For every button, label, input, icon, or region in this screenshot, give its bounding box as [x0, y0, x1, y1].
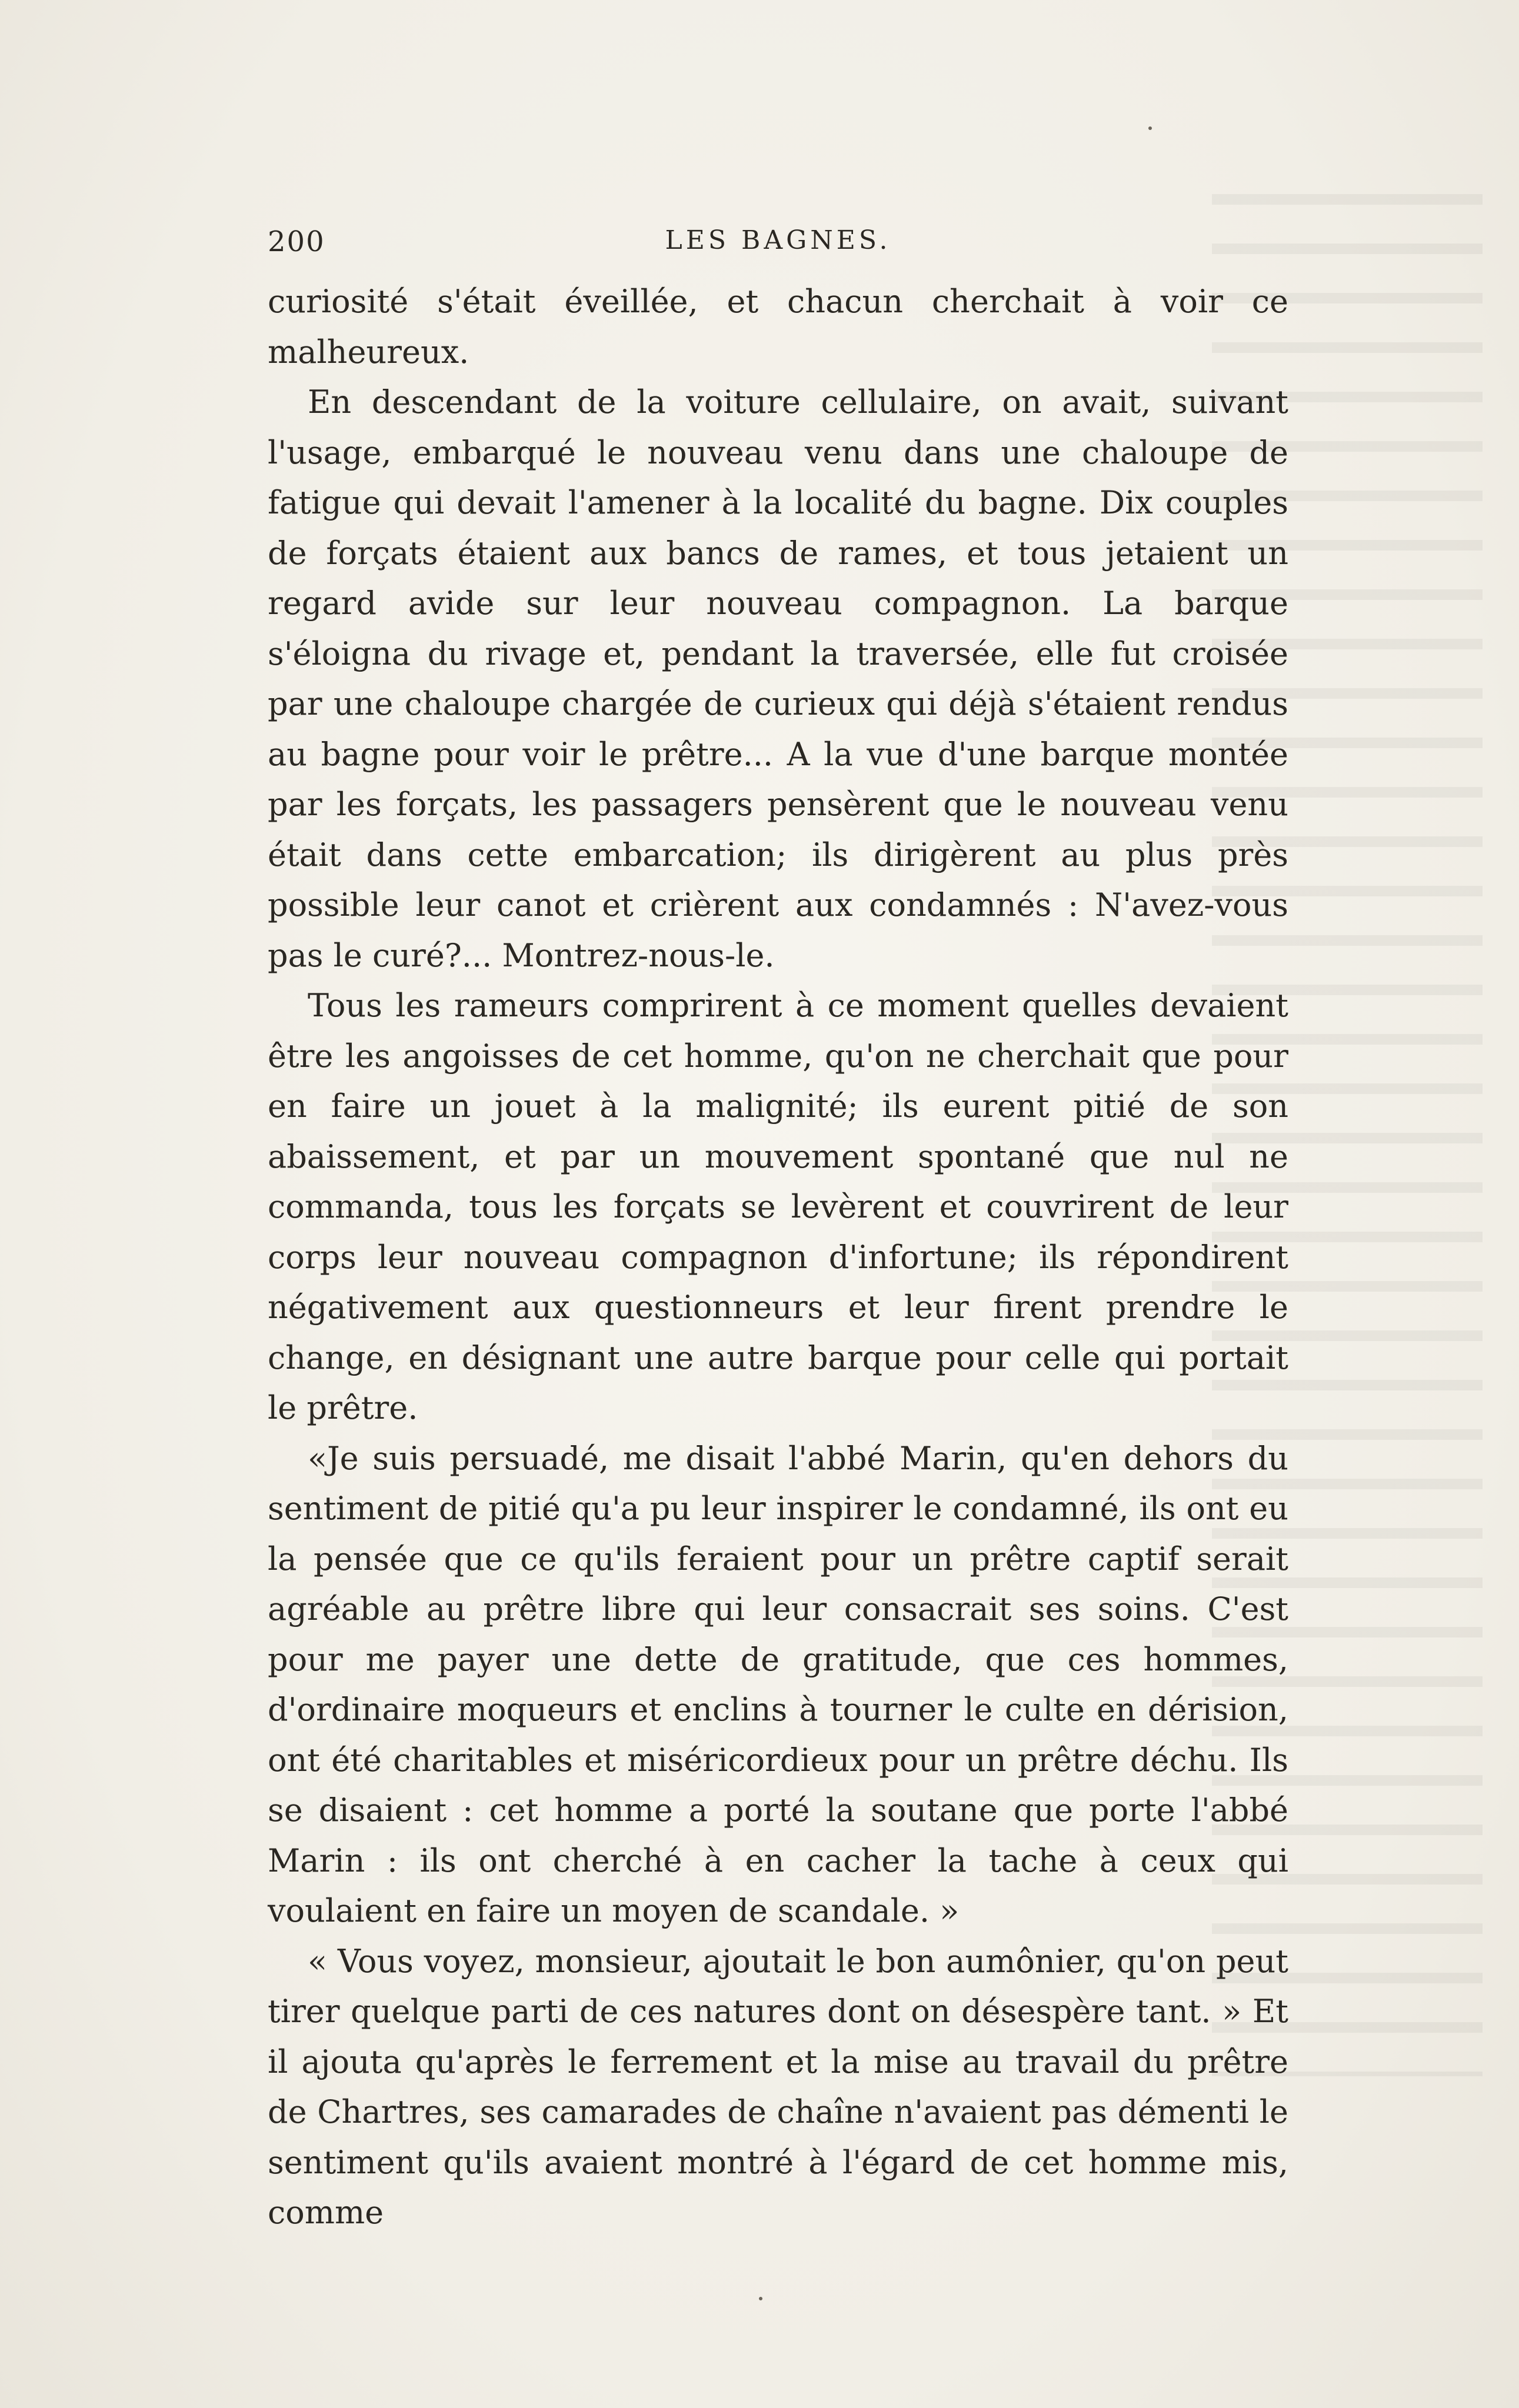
paper-speck — [759, 2297, 762, 2300]
paragraph: curiosité s'était éveillée, et chacun cherchait à voir ce malheureux. — [268, 283, 1288, 371]
running-title: LES BAGNES. — [665, 225, 891, 255]
body-text — [268, 276, 1288, 2238]
paragraph: « Vous voyez, monsieur, ajoutait le bon aumônier, qu'on peut tirer quelque parti de ces natures dont on désespère tant. » Et il ajouta qu'après le ferrement et la mise au travail du prêtre de Chartres, ses camarades de chaîne n'avaient pas démenti le sentiment qu'ils avaient montré à l'égard de cet homme mis, comme — [268, 1942, 1288, 2231]
paragraph: En descendant de la voiture cellulaire, on avait, suivant l'usage, embarqué le nouveau venu dans une chaloupe de fatigue qui devait l'amener à la localité du bagne. Dix couples de forçats étaient aux bancs de rames, et tous jetaient un regard avide sur leur nouveau compagnon. La barque s'éloigna du rivage et, pendant la traversée, elle fut croisée par une chaloupe chargée de curieux qui déjà s'étaient rendus au bagne pour voir le prêtre... A la vue d'une barque montée par les forçats, les passagers pensèrent que le nouveau venu était dans cette embarcation; ils dirigèrent au plus près possible leur canot et crièrent aux condamnés : N'avez-vous pas le curé?... Montrez-nous-le. — [268, 383, 1288, 974]
paragraph: «Je suis persuadé, me disait l'abbé Marin, qu'en dehors du sentiment de pitié qu'a pu leur inspirer le condamné, ils ont eu la pensée que ce qu'ils feraient pour un prêtre captif serait agréable au prêtre libre qui leur consacrait ses soins. C'est pour me payer une dette de gratitude, que ces hommes, d'ordinaire moqueurs et enclins à tourner le culte en dérision, ont été charitables et miséricordieux pour un prêtre déchu. Ils se disaient : cet homme a porté la soutane que porte l'abbé Marin : ils ont cherché à en cacher la tache à ceux qui voulaient en faire un moyen de scandale. » — [268, 1439, 1288, 1929]
page-header — [268, 225, 1288, 261]
page-number: 200 — [268, 225, 325, 258]
paragraph: Tous les rameurs comprirent à ce moment quelles devaient être les angoisses de cet homme, qu'on ne cherchait que pour en faire un jouet à la malignité; ils eurent pitié de son abaissement, et par un mouvement spontané que nul ne commanda, tous les forçats se levèrent et couvrirent de leur corps leur nouveau compagnon d'infortune; ils répondirent négativement aux questionneurs et leur firent prendre le change, en désignant une autre barque pour celle qui portait le prêtre. — [268, 987, 1288, 1426]
paper-speck — [1148, 126, 1152, 130]
